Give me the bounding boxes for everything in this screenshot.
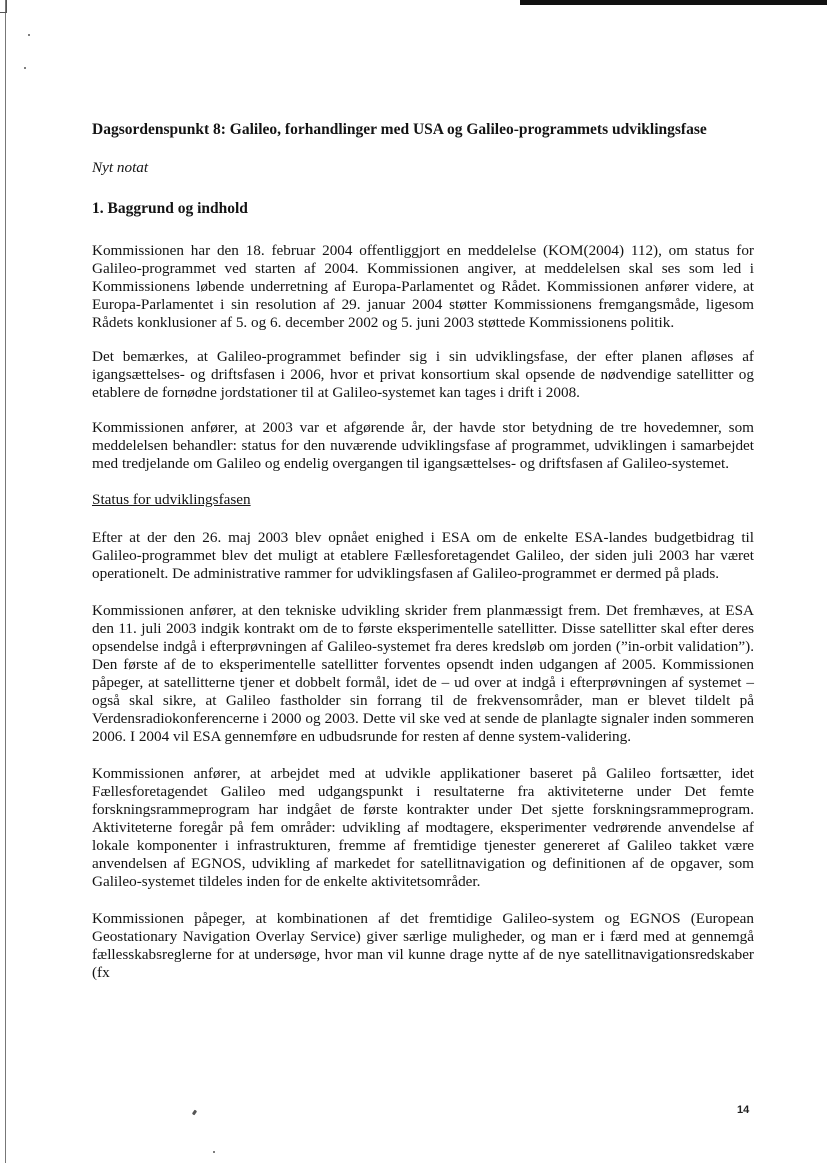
paragraph: Kommissionen anfører, at arbejdet med at udvikle applikationer baseret på Galileo fortsætter, idet Fællesforetagendet Galileo med udgangspunkt i resultaterne fra aktiviteterne under Det femte forskningsrammeprogram har indgået de første kontrakter under Det sjette forskningsrammeprogram. Aktiviteterne foregår på fem områder: udvikling af modtagere, eksperimenter vedrørende anvendelse af lokale komponenter i infrastrukturen, fremme af fremtidige tjenester genereret af Galileo takket være anvendelsen af EGNOS, udvikling af markedet for satellitnavigation og definitionen af de opgaver, som Galileo-systemet tildeles inden for de enkelte aktivitetsområder.	[92, 765, 754, 890]
document-heading: Dagsordenspunkt 8: Galileo, forhandlinger med USA og Galileo-programmets udviklingsfase	[92, 121, 707, 138]
paragraph: Kommissionen har den 18. februar 2004 offentliggjort en meddelelse (KOM(2004) 112), om status for Galileo-programmet ved starten af 2004. Kommissionen angiver, at meddelelsen skal ses som led i Kommissionens løbende underretning af Europa-Parlamentet og Rådet. Kommissionen anfører videre, at Europa-Parlamentet i sin resolution af 29. januar 2004 støtter Kommissionens fremgangsmåde, ligesom Rådets konklusioner af 5. og 6. december 2002 og 5. juni 2003 støttede Kommissionens politik.	[92, 242, 754, 331]
scan-speck	[28, 34, 30, 36]
section-heading: 1. Baggrund og indhold	[92, 200, 248, 217]
paragraph: Det bemærkes, at Galileo-programmet befinder sig i sin udviklingsfase, der efter planen afløses af igangsættelses- og driftsfasen i 2006, hvor et privat konsortium skal opsende de nødvendige satellitter og etablere de fornødne jordstationer til at Galileo-systemet kan tages i drift i 2008.	[92, 348, 754, 401]
scan-speck	[24, 67, 26, 69]
paragraph: Kommissionen anfører, at den tekniske udvikling skrider frem planmæssigt frem. Det fremhæves, at ESA den 11. juli 2003 indgik kontrakt om de to første eksperimentelle satellitter. Disse satellitter skal efter deres opsendelse indgå i efterprøvningen af Galileo-systemet fra deres kredsløb om jorden (”in-orbit validation”). Den første af de to eksperimentelle satellitter forventes opsendt inden udgangen af 2005. Kommissionen påpeger, at satellitterne tjener et dobbelt formål, idet de – ud over at indgå i efterprøvningen af systemet – også skal sikre, at Galileo fastholder sin forrang til de frekvensområder, man er blevet tildelt på Verdensradiokonferencerne i 2000 og 2003. Dette vil ske ved at sende de planlagte signaler inden sommeren 2006. I 2004 vil ESA gennemføre en udbudsrunde for resten af denne system-validering.	[92, 602, 754, 745]
scan-border-top	[520, 0, 827, 5]
paragraph: Kommissionen påpeger, at kombinationen af det fremtidige Galileo-system og EGNOS (European Geostationary Navigation Overlay Service) giver særlige muligheder, og man er i færd med at gennemgå fællesskabsreglerne for at undersøge, hvor man vil kunne drage nytte af de nye satellitnavigationsredskaber (fx	[92, 910, 754, 981]
subsection-heading: Status for udviklingsfasen	[92, 491, 251, 508]
scan-speck	[213, 1151, 215, 1153]
paragraph: Kommissionen anfører, at 2003 var et afgørende år, der havde stor betydning de tre hovedemner, som meddelelsen behandler: status for den nuværende udviklingsfase af programmet, udviklingen i samarbejdet med tredjelande om Galileo og endelig overgangen til igangsættelses- og driftsfasen af Galileo-systemet.	[92, 419, 754, 472]
scan-corner-mark	[0, 0, 7, 13]
page-number: 14	[737, 1104, 750, 1116]
document-body	[92, 120, 754, 982]
scan-speck	[192, 1110, 197, 1116]
scan-border-left	[5, 0, 6, 1163]
paragraph: Efter at der den 26. maj 2003 blev opnået enighed i ESA om de enkelte ESA-landes budgetbidrag til Galileo-programmet blev det muligt at etablere Fællesforetagendet Galileo, der siden juli 2003 har været operationelt. De administrative rammer for udviklingsfasen af Galileo-programmet er dermed på plads.	[92, 529, 754, 582]
document-subtitle: Nyt notat	[92, 159, 149, 176]
